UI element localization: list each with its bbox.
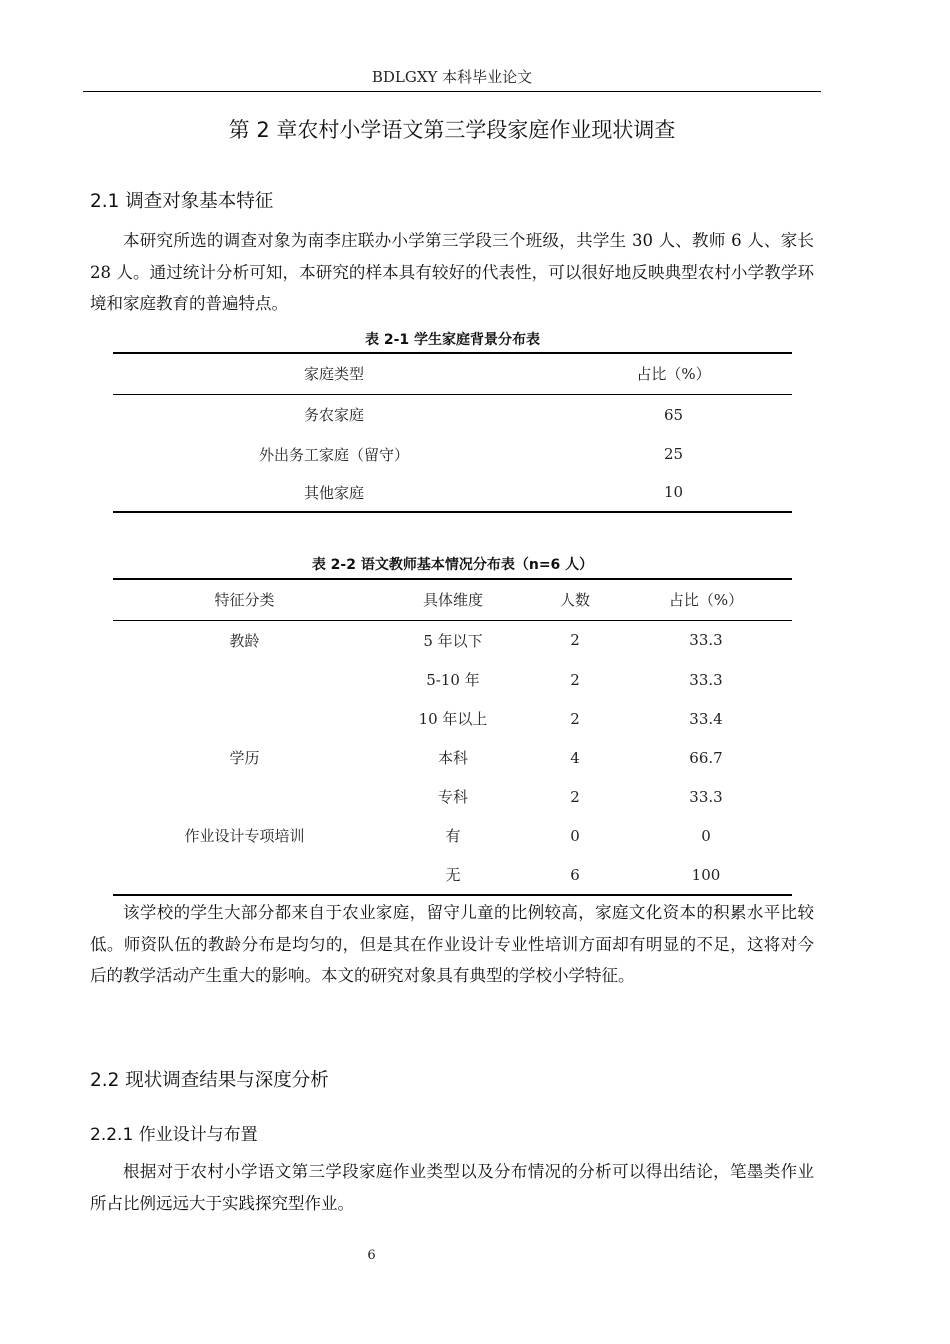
table-cell: 33.3: [689, 787, 723, 806]
table-header-cell: 占比（%）: [555, 353, 792, 394]
table-cell: 33.3: [689, 670, 723, 689]
table-header-cell: 人数: [530, 579, 620, 620]
table-cell: 5-10 年: [426, 671, 480, 689]
table-cell: 5 年以下: [423, 631, 483, 650]
table-cell: 教龄: [229, 631, 260, 650]
table-cell: [113, 777, 376, 816]
table-row: [113, 660, 792, 699]
table-2-caption: 表 2-2 语文教师基本情况分布表（n=6 人）: [311, 557, 594, 573]
table-cell: 有: [445, 827, 461, 845]
table-cell: 6: [570, 865, 580, 884]
table-cell: 外出务工家庭（留守）: [258, 445, 409, 464]
analysis-paragraph: 该学校的学生大部分都来自于农业家庭，留守儿童的比例较高，家庭文化资本的积累水平比较低。师资队伍的教龄分布是均匀的，但是其在作业设计专业性培训方面却有明显的不足，这将对今后的教学活动产生重大的影响。本文的研究对象具有典型的学校小学特征。: [90, 903, 814, 985]
section-2-1-heading: 2.1 调查对象基本特征: [90, 191, 274, 212]
table-row: [113, 816, 792, 855]
table-1-caption: 表 2-1 学生家庭背景分布表: [364, 332, 541, 348]
table-cell: 作业设计专项培训: [184, 827, 305, 845]
table-cell: 无: [445, 866, 461, 884]
table-row: [113, 394, 792, 435]
table-cell: 33.4: [689, 709, 723, 728]
table-cell: 2: [570, 670, 580, 689]
table-cell: 66.7: [689, 748, 723, 767]
table-row: [113, 699, 792, 738]
table-cell: 务农家庭: [303, 406, 364, 425]
section-2-2-heading: 2.2 现状调查结果与深度分析: [90, 1070, 329, 1091]
table-header-row: [113, 579, 792, 620]
table-cell: 其他家庭: [303, 483, 364, 502]
table-cell: 25: [663, 445, 684, 463]
table-cell: 65: [663, 405, 684, 424]
section-2-2-1-heading: 2.2.1 作业设计与布置: [90, 1125, 258, 1145]
table-row: [113, 435, 792, 473]
table-header-cell: 特征分类: [113, 579, 376, 620]
table-row: [113, 620, 792, 660]
table-cell: 33.3: [689, 631, 723, 650]
section-2-1-paragraph: 本研究所选的调查对象为南李庄联办小学第三学段三个班级，共学生 30 人、教师 6 人、家长 28 人。通过统计分析可知，本研究的样本具有较好的代表性，可以很好地反映典型农村小学教学环境和家庭教育的普遍特点。: [90, 231, 814, 313]
table-cell: [113, 855, 376, 895]
table-cell: 0: [570, 826, 580, 845]
table-cell: 0: [701, 826, 711, 845]
table-header-cell: 具体维度: [376, 579, 530, 620]
table-header-cell: 占比（%）: [620, 579, 792, 620]
table-header-row: [113, 353, 792, 394]
page-number: 6: [367, 1248, 376, 1263]
table-cell: 10 年以上: [418, 710, 488, 728]
section-2-2-1-paragraph: 根据对于农村小学语文第三学段家庭作业类型以及分布情况的分析可以得出结论，笔墨类作业所占比例远远大于实践探究型作业。: [90, 1162, 814, 1213]
table-cell: 学历: [229, 749, 260, 767]
table-row: [113, 738, 792, 777]
table-cell: 10: [663, 483, 684, 501]
table-row: [113, 855, 792, 895]
table-cell: [113, 660, 376, 699]
header-rule: [83, 91, 821, 92]
table-cell: 100: [691, 865, 721, 884]
table-2: [113, 578, 792, 896]
chapter-title: 第 2 章农村小学语文第三学段家庭作业现状调查: [228, 118, 676, 142]
table-cell: [113, 699, 376, 738]
table-row: [113, 777, 792, 816]
table-cell: 本科: [437, 749, 468, 767]
table-row: [113, 473, 792, 512]
table-cell: 4: [570, 748, 580, 767]
table-cell: 2: [570, 787, 580, 806]
table-header-cell: 家庭类型: [113, 353, 555, 394]
running-header: BDLGXY 本科毕业论文: [371, 68, 533, 86]
table-cell: 专科: [437, 788, 468, 806]
table-cell: 2: [570, 709, 580, 728]
table-cell: 2: [570, 631, 580, 650]
table-1: [113, 352, 792, 513]
